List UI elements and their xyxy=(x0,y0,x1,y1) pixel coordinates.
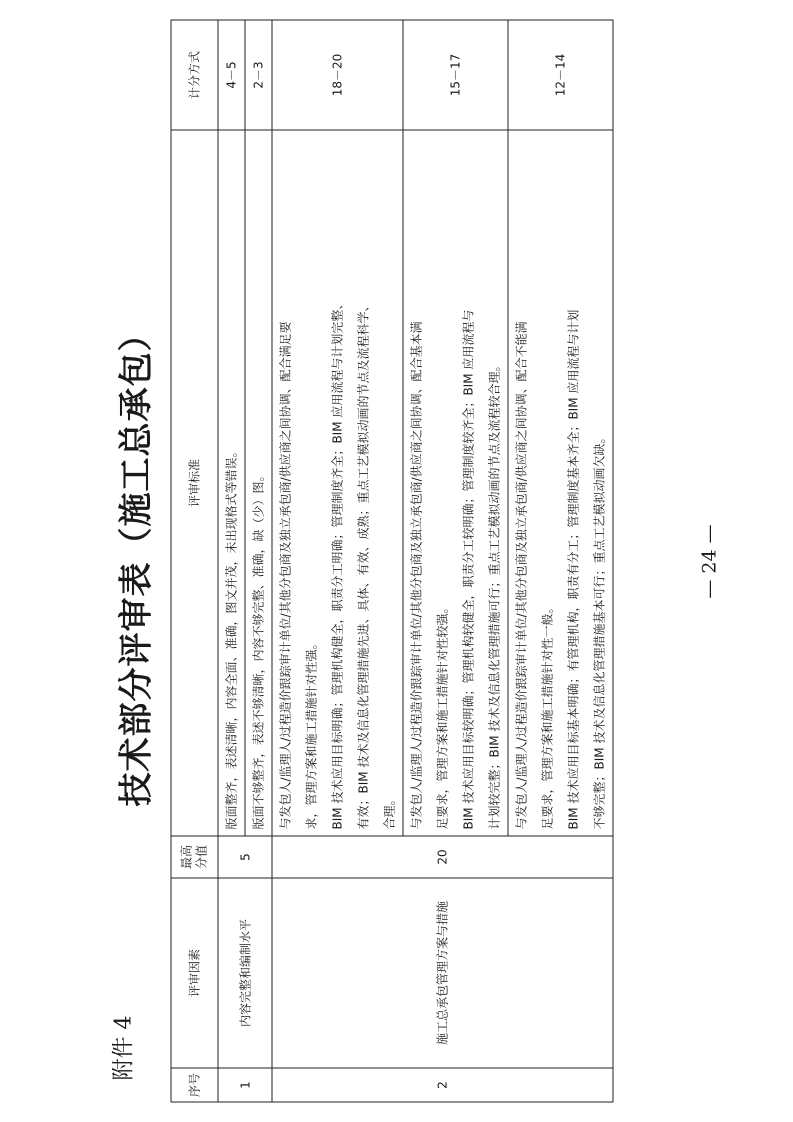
table-row xyxy=(272,20,403,1102)
header-max-score: 最高分值 xyxy=(171,836,218,878)
criteria-cell xyxy=(245,130,272,836)
review-table xyxy=(170,19,613,1102)
criteria-line: 与发包人/监理人/过程造价跟踪审计单位/其他分包商及独立承包商/供应商之间协调、配合基本满 xyxy=(409,320,423,829)
header-method: 计分方式 xyxy=(171,20,218,130)
page-number: — 24 — xyxy=(698,523,720,599)
table-header-row xyxy=(171,20,218,1102)
score-range: 4－5 xyxy=(218,20,245,130)
header-factor: 评审因素 xyxy=(171,878,218,1068)
criteria-line: 版面不够整齐，表述不够清晰，内容不够完整、准确，缺（少）图。 xyxy=(251,468,265,829)
criteria-line: BIM 技术应用目标基本明确；有管理机构，职责有分工；管理制度基本齐全；BIM 应用流程与计划 xyxy=(566,309,580,829)
criteria-cell xyxy=(218,130,245,836)
review-factor: 内容完整和编制水平 xyxy=(218,878,272,1068)
document-title: 技术部分评审表（施工总承包） xyxy=(116,316,156,806)
header-no: 序号 xyxy=(171,1068,218,1102)
criteria-line: 与发包人/监理人/过程造价跟踪审计单位/其他分包商及独立承包商/供应商之间协调、配合不能满 xyxy=(514,320,528,829)
table-row xyxy=(218,20,245,1102)
criteria-cell xyxy=(272,130,403,836)
score-range: 2－3 xyxy=(245,20,272,130)
criteria-cell xyxy=(403,130,508,836)
score-range: 12－14 xyxy=(508,20,613,130)
score-range: 18－20 xyxy=(272,20,403,130)
criteria-line: BIM 技术应用目标较明确；管理机构较健全，职责分工较明确；管理制度较齐全；BIM 应用流程与 xyxy=(461,309,475,829)
row-number: 2 xyxy=(272,1068,613,1102)
criteria-line: 版面整齐，表述清晰，内容全面、准确，图文并茂，未出现格式等错误。 xyxy=(224,444,238,829)
annex-label: 附件 4 xyxy=(111,1015,136,1080)
row-number: 1 xyxy=(218,1068,272,1102)
criteria-line: 足要求，管理方案和施工措施针对性一般。 xyxy=(540,600,554,829)
criteria-line: 求，管理方案和施工措施针对性强。 xyxy=(304,636,318,829)
header-criteria: 评审标准 xyxy=(171,130,218,836)
criteria-line: 有效；BIM 技术及信息化管理措施先进、具体、有效、成熟；重点工艺模拟动画的节点及流程科学、 xyxy=(356,299,370,829)
criteria-line: 与发包人/监理人/过程造价跟踪审计单位/其他分包商及独立承包商/供应商之间协调、配合满足要 xyxy=(278,320,292,829)
criteria-line: 计划较完整；BIM 技术及信息化管理措施可行；重点工艺模拟动画的节点及流程较合理。 xyxy=(487,359,501,829)
criteria-line: 足要求，管理方案和施工措施针对性较强。 xyxy=(435,600,449,829)
max-score: 5 xyxy=(218,836,272,878)
review-factor: 施工总承包管理方案与措施 xyxy=(272,878,613,1068)
score-range: 15－17 xyxy=(403,20,508,130)
criteria-line: 不够完整；BIM 技术及信息化管理措施基本可行；重点工艺模拟动画欠缺。 xyxy=(592,431,606,829)
criteria-cell xyxy=(508,130,613,836)
max-score: 20 xyxy=(272,836,613,878)
criteria-line: BIM 技术应用目标明确；管理机构健全，职责分工明确；管理制度齐全；BIM 应用流程与计划完整、 xyxy=(330,297,344,829)
criteria-line: 合理。 xyxy=(382,792,396,829)
